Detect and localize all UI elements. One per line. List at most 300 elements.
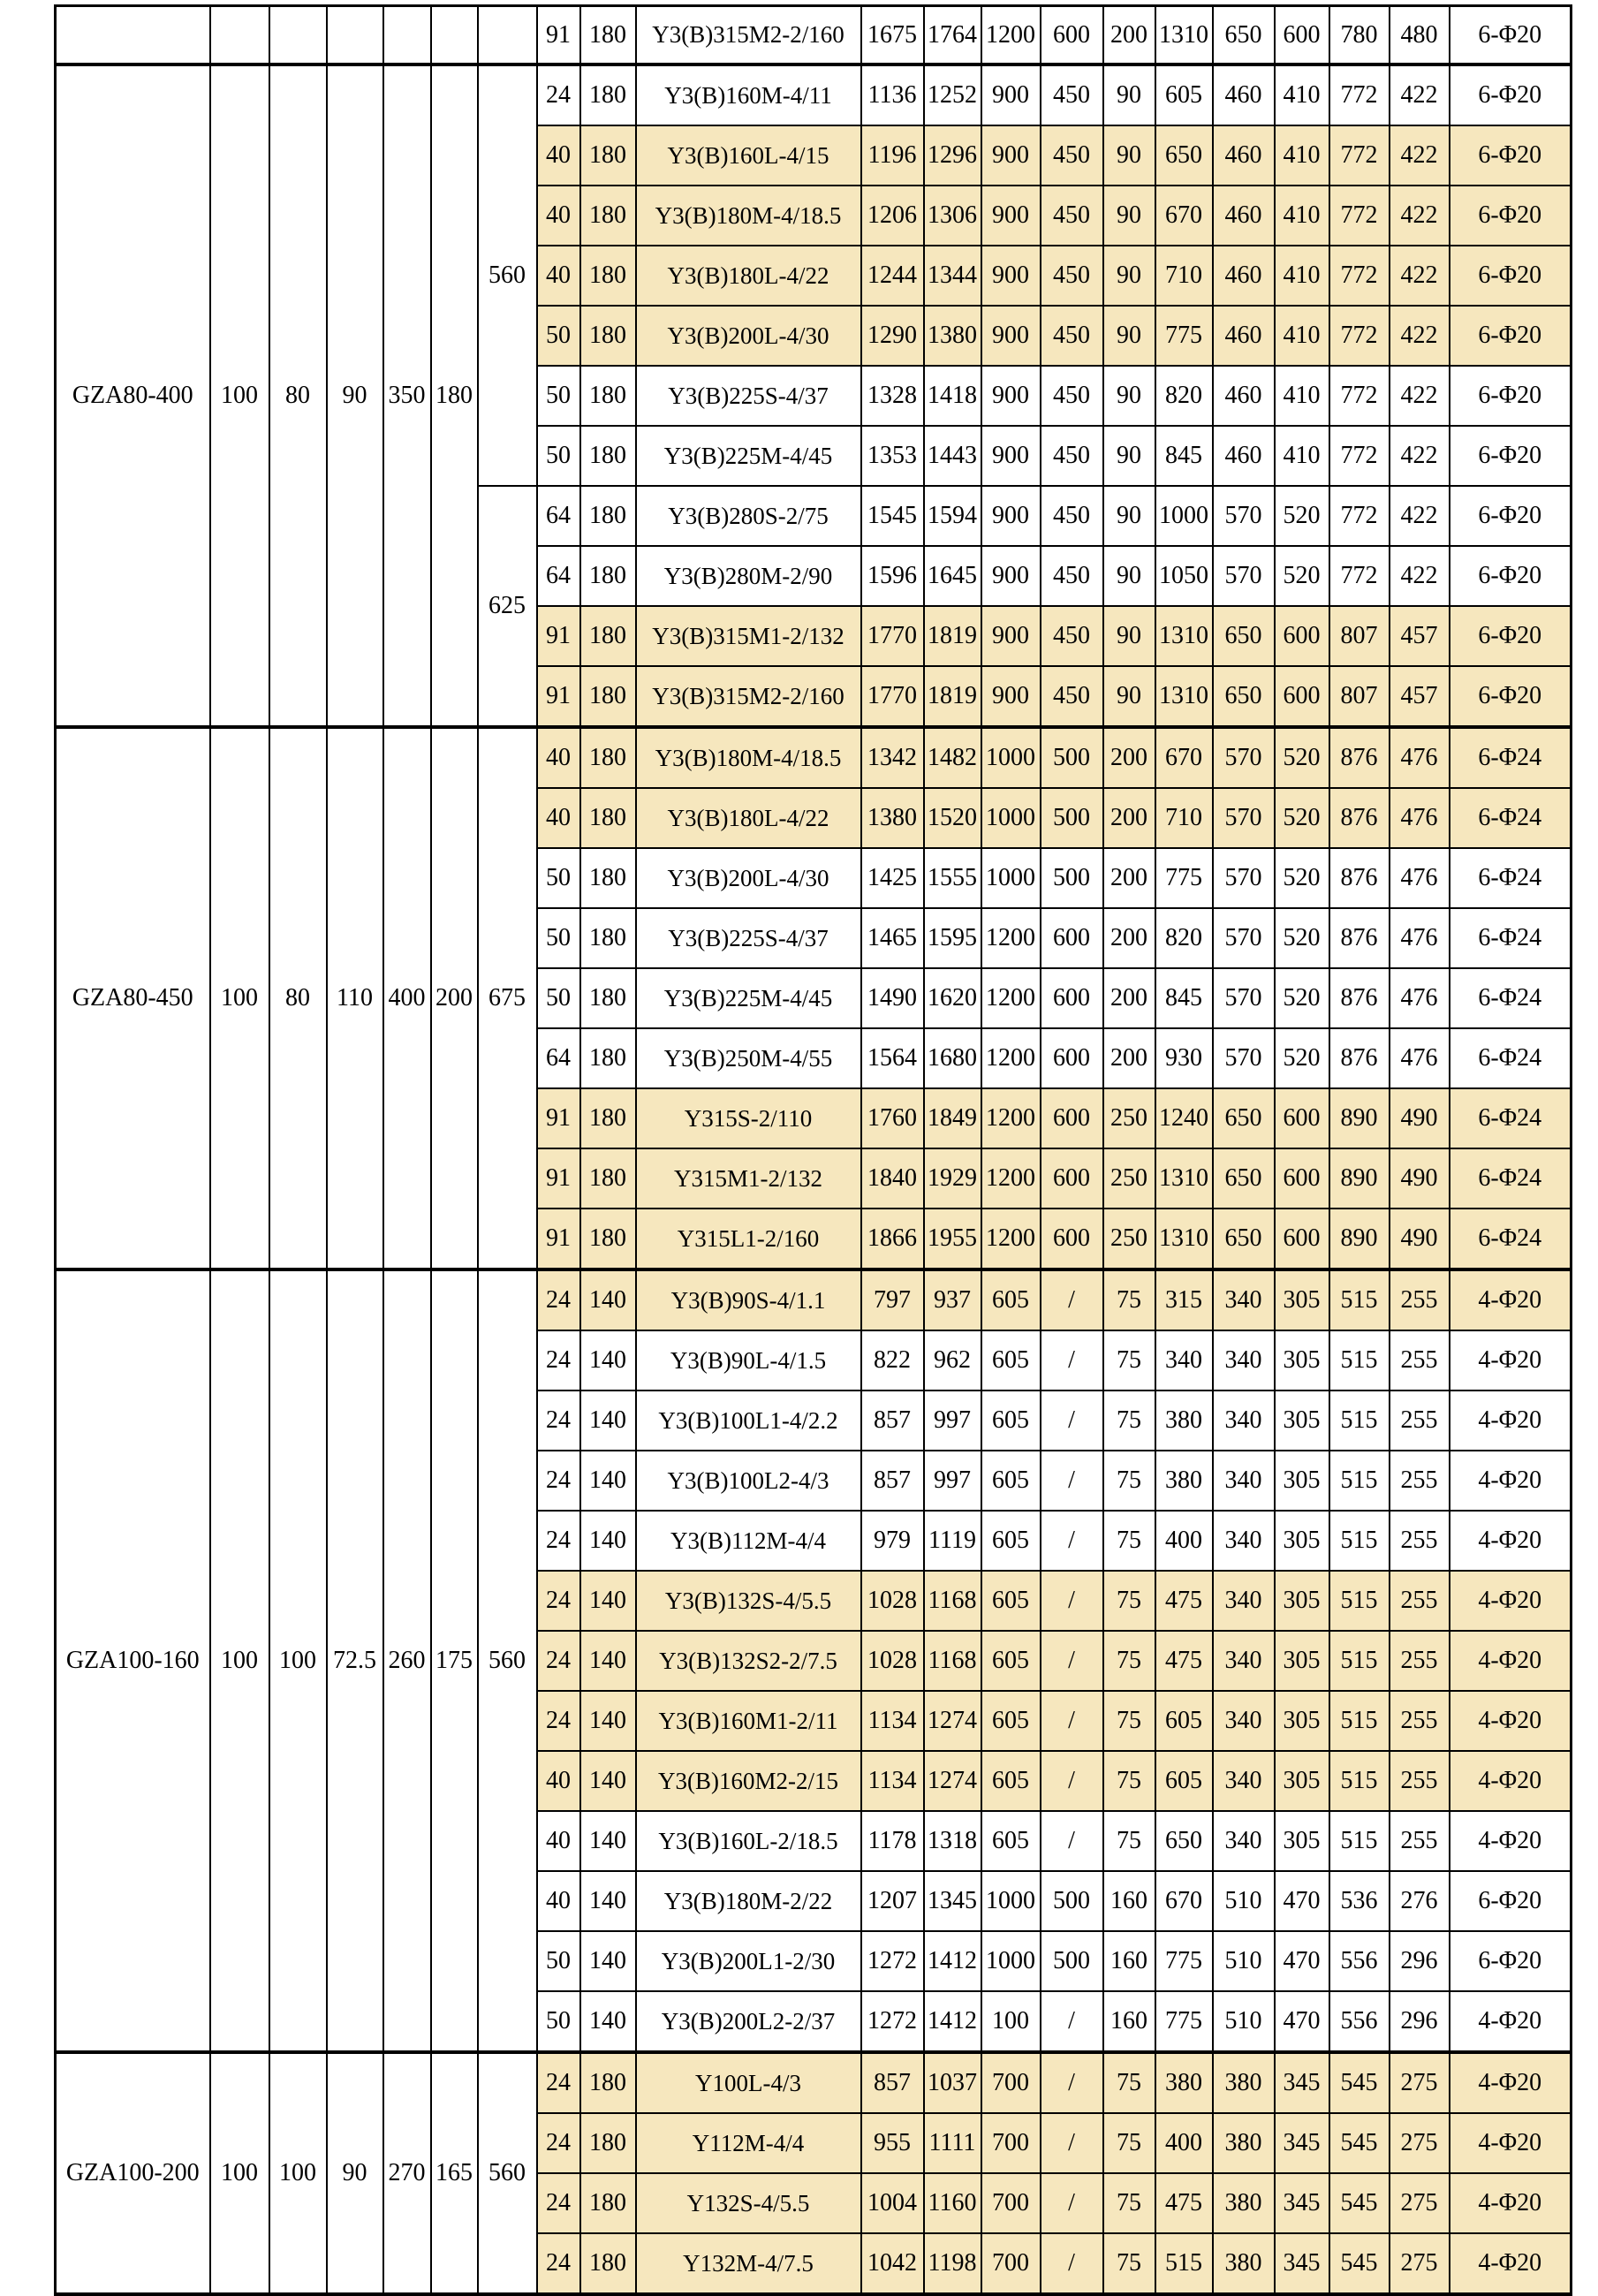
- spec-cell: 24: [537, 64, 580, 125]
- spec-cell: 91: [537, 1088, 580, 1148]
- spec-cell: 6-Φ24: [1450, 968, 1571, 1028]
- spec-cell: 1200: [981, 1209, 1041, 1269]
- spec-cell: 605: [981, 1511, 1041, 1571]
- spec-cell: 180: [580, 968, 636, 1028]
- spec-cell: 857: [861, 2052, 924, 2113]
- motor-model-cell: Y3(B)112M-4/4: [636, 1511, 861, 1571]
- spec-cell: 4-Φ20: [1450, 1571, 1571, 1631]
- spec-cell: 1770: [861, 606, 924, 666]
- spec-cell: 255: [1390, 1571, 1450, 1631]
- spec-cell: 1028: [861, 1571, 924, 1631]
- spec-cell: 605: [981, 1811, 1041, 1871]
- spec-cell: 255: [1390, 1691, 1450, 1751]
- spec-cell: 275: [1390, 2233, 1450, 2294]
- spec-table-body: [56, 6, 1571, 2295]
- spec-cell: 520: [1275, 1028, 1329, 1088]
- motor-model-cell: Y3(B)160L-2/18.5: [636, 1811, 861, 1871]
- spec-cell: 345: [1275, 2233, 1329, 2294]
- spec-cell: 6-Φ20: [1450, 186, 1571, 246]
- spec-cell: 160: [1103, 1991, 1155, 2052]
- spec-cell: 775: [1155, 848, 1213, 908]
- spec-cell: 1160: [924, 2173, 981, 2233]
- spec-cell: 200: [1103, 908, 1155, 968]
- spec-cell: 40: [537, 186, 580, 246]
- spec-cell: 1037: [924, 2052, 981, 2113]
- motor-model-cell: Y3(B)200L2-2/37: [636, 1991, 861, 2052]
- spec-cell: 6-Φ20: [1450, 666, 1571, 727]
- motor-model-cell: Y3(B)180L-4/22: [636, 246, 861, 306]
- model-cell: GZA80-450: [56, 727, 210, 1269]
- model-cell: GZA100-160: [56, 1269, 210, 2052]
- spec-cell: 600: [1041, 908, 1103, 968]
- spec-cell: /: [1041, 1631, 1103, 1691]
- spec-cell: 250: [1103, 1148, 1155, 1209]
- spec-cell: 605: [981, 1330, 1041, 1390]
- spec-cell: 90: [1103, 125, 1155, 186]
- spec-cell: 255: [1390, 1451, 1450, 1511]
- spec-cell: 4-Φ20: [1450, 2052, 1571, 2113]
- spec-cell: 510: [1213, 1931, 1275, 1991]
- spec-cell: 457: [1390, 606, 1450, 666]
- spec-cell: 700: [981, 2233, 1041, 2294]
- spec-cell: 6-Φ20: [1450, 1871, 1571, 1931]
- spec-cell: 1412: [924, 1991, 981, 2052]
- spec-cell: 1000: [981, 1871, 1041, 1931]
- spec-cell: 275: [1390, 2173, 1450, 2233]
- spec-cell: /: [1041, 1571, 1103, 1631]
- spec-cell: 470: [1275, 1871, 1329, 1931]
- spec-cell: 876: [1329, 788, 1390, 848]
- spec-cell: /: [1041, 2233, 1103, 2294]
- motor-model-cell: Y3(B)315M1-2/132: [636, 606, 861, 666]
- spec-cell: 275: [1390, 2113, 1450, 2173]
- model-cell: GZA80-400: [56, 64, 210, 727]
- motor-model-cell: Y3(B)90L-4/1.5: [636, 1330, 861, 1390]
- spec-cell: 305: [1275, 1511, 1329, 1571]
- spec-cell: 605: [1155, 64, 1213, 125]
- motor-model-cell: Y3(B)225M-4/45: [636, 426, 861, 486]
- spec-cell: 1675: [861, 6, 924, 65]
- spec-cell: 605: [1155, 1751, 1213, 1811]
- spec-cell: 422: [1390, 64, 1450, 125]
- spec-cell: 90: [1103, 64, 1155, 125]
- spec-cell: 24: [537, 1631, 580, 1691]
- spec-cell: 515: [1329, 1330, 1390, 1390]
- spec-cell: 6-Φ24: [1450, 908, 1571, 968]
- spec-cell: 90: [1103, 426, 1155, 486]
- spec-cell: 40: [537, 1811, 580, 1871]
- spec-cell: 876: [1329, 848, 1390, 908]
- spec-cell: 6-Φ24: [1450, 1088, 1571, 1148]
- spec-cell: 600: [1275, 666, 1329, 727]
- spec-cell: 4-Φ20: [1450, 1751, 1571, 1811]
- motor-model-cell: Y3(B)160M2-2/15: [636, 1751, 861, 1811]
- spec-cell: 650: [1213, 1209, 1275, 1269]
- spec-cell: 140: [580, 1931, 636, 1991]
- spec-cell: 6-Φ24: [1450, 788, 1571, 848]
- dim-cell: 100: [269, 1269, 327, 2052]
- spec-cell: 900: [981, 64, 1041, 125]
- spec-cell: 140: [580, 1269, 636, 1330]
- spec-cell: 410: [1275, 426, 1329, 486]
- spec-cell: 600: [1275, 1088, 1329, 1148]
- spec-cell: 1272: [861, 1931, 924, 1991]
- spec-cell: 1819: [924, 606, 981, 666]
- spec-cell: 410: [1275, 186, 1329, 246]
- spec-cell: 4-Φ20: [1450, 1631, 1571, 1691]
- spec-cell: 250: [1103, 1088, 1155, 1148]
- motor-model-cell: Y3(B)90S-4/1.1: [636, 1269, 861, 1330]
- spec-cell: 600: [1275, 1148, 1329, 1209]
- spec-cell: 345: [1275, 2173, 1329, 2233]
- spec-cell: 520: [1275, 788, 1329, 848]
- spec-cell: 380: [1213, 2052, 1275, 2113]
- spec-cell: 180: [580, 2233, 636, 2294]
- spec-cell: 536: [1329, 1871, 1390, 1931]
- spec-cell: 4-Φ20: [1450, 2173, 1571, 2233]
- spec-cell: 650: [1213, 1148, 1275, 1209]
- spec-cell: 515: [1155, 2233, 1213, 2294]
- spec-cell: 450: [1041, 246, 1103, 306]
- spec-cell: 180: [580, 306, 636, 366]
- dim-cell: 100: [210, 2052, 269, 2294]
- spec-cell: 305: [1275, 1571, 1329, 1631]
- spec-cell: 545: [1329, 2233, 1390, 2294]
- spec-cell: 450: [1041, 546, 1103, 606]
- spec-cell: 75: [1103, 2173, 1155, 2233]
- spec-cell: 900: [981, 606, 1041, 666]
- spec-cell: 340: [1213, 1691, 1275, 1751]
- spec-cell: 90: [1103, 186, 1155, 246]
- spec-cell: 296: [1390, 1991, 1450, 2052]
- motor-model-cell: Y3(B)180M-2/22: [636, 1871, 861, 1931]
- dim-cell: 200: [431, 727, 478, 1269]
- spec-cell: 1134: [861, 1691, 924, 1751]
- spec-cell: 140: [580, 1871, 636, 1931]
- spec-cell: 1929: [924, 1148, 981, 1209]
- spec-cell: 24: [537, 1571, 580, 1631]
- spec-cell: 24: [537, 1269, 580, 1330]
- spec-cell: 24: [537, 1691, 580, 1751]
- spec-cell: 40: [537, 246, 580, 306]
- spec-cell: 600: [1041, 1209, 1103, 1269]
- spec-cell: 380: [1155, 2052, 1213, 2113]
- spec-cell: 255: [1390, 1511, 1450, 1571]
- spec-cell: 1274: [924, 1691, 981, 1751]
- spec-cell: 460: [1213, 64, 1275, 125]
- spec-cell: 780: [1329, 6, 1390, 65]
- spec-cell: 475: [1155, 1571, 1213, 1631]
- spec-cell: 1595: [924, 908, 981, 968]
- motor-model-cell: Y3(B)180L-4/22: [636, 788, 861, 848]
- spec-cell: 6-Φ20: [1450, 486, 1571, 546]
- spec-cell: 180: [580, 788, 636, 848]
- spec-cell: 275: [1390, 2052, 1450, 2113]
- spec-cell: 515: [1329, 1811, 1390, 1871]
- spec-cell: /: [1041, 1751, 1103, 1811]
- spec-cell: 775: [1155, 306, 1213, 366]
- spec-cell: 1425: [861, 848, 924, 908]
- spec-cell: 515: [1329, 1390, 1390, 1451]
- spec-cell: /: [1041, 1991, 1103, 2052]
- spec-cell: 75: [1103, 1571, 1155, 1631]
- spec-cell: 605: [981, 1571, 1041, 1631]
- spec-cell: 180: [580, 1209, 636, 1269]
- spec-cell: 4-Φ20: [1450, 1451, 1571, 1511]
- spec-cell: 40: [537, 1751, 580, 1811]
- motor-model-cell: Y3(B)200L-4/30: [636, 306, 861, 366]
- dim-cell: 100: [210, 727, 269, 1269]
- spec-cell: 1310: [1155, 1209, 1213, 1269]
- spec-cell: 64: [537, 546, 580, 606]
- spec-cell: 900: [981, 366, 1041, 426]
- spec-cell: 650: [1155, 125, 1213, 186]
- spec-cell: 450: [1041, 606, 1103, 666]
- spec-cell: 410: [1275, 125, 1329, 186]
- motor-model-cell: Y3(B)315M2-2/160: [636, 666, 861, 727]
- spec-cell: 6-Φ20: [1450, 426, 1571, 486]
- spec-cell: 962: [924, 1330, 981, 1390]
- spec-cell: 1342: [861, 727, 924, 788]
- spec-cell: 1465: [861, 908, 924, 968]
- spec-cell: 475: [1155, 2173, 1213, 2233]
- spec-cell: 1310: [1155, 606, 1213, 666]
- spec-cell: 1555: [924, 848, 981, 908]
- speed-cell: 560: [478, 1269, 537, 2052]
- spec-cell: 1178: [861, 1811, 924, 1871]
- spec-cell: 255: [1390, 1269, 1450, 1330]
- spec-cell: 520: [1275, 968, 1329, 1028]
- spec-cell: 4-Φ20: [1450, 2233, 1571, 2294]
- spec-cell: 600: [1041, 1148, 1103, 1209]
- spec-cell: 6-Φ24: [1450, 1028, 1571, 1088]
- spec-cell: 500: [1041, 727, 1103, 788]
- spec-cell: 772: [1329, 64, 1390, 125]
- spec-cell: 200: [1103, 848, 1155, 908]
- spec-cell: 1198: [924, 2233, 981, 2294]
- spec-cell: 450: [1041, 125, 1103, 186]
- spec-cell: 1000: [981, 788, 1041, 848]
- spec-cell: /: [1041, 1451, 1103, 1511]
- spec-cell: 500: [1041, 848, 1103, 908]
- spec-cell: 75: [1103, 2113, 1155, 2173]
- spec-cell: 515: [1329, 1571, 1390, 1631]
- spec-cell: 75: [1103, 1330, 1155, 1390]
- spec-cell: 410: [1275, 306, 1329, 366]
- spec-cell: 797: [861, 1269, 924, 1330]
- spec-cell: 422: [1390, 366, 1450, 426]
- spec-cell: 476: [1390, 788, 1450, 848]
- spec-cell: 500: [1041, 1931, 1103, 1991]
- spec-cell: 710: [1155, 788, 1213, 848]
- spec-cell: 460: [1213, 246, 1275, 306]
- spec-cell: 6-Φ20: [1450, 606, 1571, 666]
- spec-cell: 937: [924, 1269, 981, 1330]
- spec-cell: 1168: [924, 1631, 981, 1691]
- spec-cell: 900: [981, 666, 1041, 727]
- spec-cell: 1564: [861, 1028, 924, 1088]
- spec-cell: 200: [1103, 727, 1155, 788]
- spec-cell: 605: [981, 1751, 1041, 1811]
- spec-cell: 1000: [981, 1931, 1041, 1991]
- spec-cell: 570: [1213, 848, 1275, 908]
- dim-cell: 90: [327, 2052, 383, 2294]
- spec-cell: 772: [1329, 186, 1390, 246]
- spec-cell: 91: [537, 1148, 580, 1209]
- spec-cell: 380: [1155, 1451, 1213, 1511]
- spec-cell: 600: [1041, 6, 1103, 65]
- spec-cell: 772: [1329, 246, 1390, 306]
- spec-cell: 1849: [924, 1088, 981, 1148]
- spec-cell: 90: [1103, 666, 1155, 727]
- spec-cell: 90: [1103, 366, 1155, 426]
- motor-model-cell: Y3(B)132S-4/5.5: [636, 1571, 861, 1631]
- dim-cell: 100: [269, 2052, 327, 2294]
- spec-cell: 91: [537, 6, 580, 65]
- spec-cell: 900: [981, 246, 1041, 306]
- spec-cell: 305: [1275, 1631, 1329, 1691]
- spec-cell: 490: [1390, 1209, 1450, 1269]
- spec-cell: 180: [580, 546, 636, 606]
- spec-cell: 6-Φ20: [1450, 306, 1571, 366]
- spec-cell: 845: [1155, 968, 1213, 1028]
- motor-model-cell: Y3(B)250M-4/55: [636, 1028, 861, 1088]
- spec-cell: 545: [1329, 2113, 1390, 2173]
- spec-cell: 410: [1275, 366, 1329, 426]
- spec-cell: 422: [1390, 426, 1450, 486]
- spec-cell: 75: [1103, 1269, 1155, 1330]
- spec-cell: 305: [1275, 1330, 1329, 1390]
- spec-cell: 605: [1155, 1691, 1213, 1751]
- spec-cell: 520: [1275, 727, 1329, 788]
- spec-cell: 900: [981, 426, 1041, 486]
- spec-cell: 305: [1275, 1269, 1329, 1330]
- spec-cell: 1050: [1155, 546, 1213, 606]
- spec-cell: 180: [580, 727, 636, 788]
- spec-cell: 515: [1329, 1451, 1390, 1511]
- spec-cell: 1620: [924, 968, 981, 1028]
- spec-cell: 1207: [861, 1871, 924, 1931]
- spec-cell: 340: [1213, 1511, 1275, 1571]
- spec-cell: 570: [1213, 486, 1275, 546]
- spec-cell: 422: [1390, 186, 1450, 246]
- motor-model-cell: Y3(B)200L-4/30: [636, 848, 861, 908]
- spec-cell: 1328: [861, 366, 924, 426]
- spec-cell: 605: [981, 1631, 1041, 1691]
- spec-cell: 345: [1275, 2113, 1329, 2173]
- spec-cell: 1345: [924, 1871, 981, 1931]
- spec-cell: 180: [580, 666, 636, 727]
- spec-cell: 24: [537, 2173, 580, 2233]
- spec-cell: 1168: [924, 1571, 981, 1631]
- spec-cell: 650: [1213, 6, 1275, 65]
- spec-cell: 570: [1213, 1028, 1275, 1088]
- spec-cell: 1111: [924, 2113, 981, 2173]
- spec-cell: 772: [1329, 486, 1390, 546]
- spec-cell: 50: [537, 1931, 580, 1991]
- spec-cell: 24: [537, 1451, 580, 1511]
- spec-cell: 422: [1390, 486, 1450, 546]
- spec-cell: 90: [1103, 546, 1155, 606]
- motor-model-cell: Y3(B)280S-2/75: [636, 486, 861, 546]
- spec-cell: 50: [537, 1991, 580, 2052]
- spec-cell: 6-Φ20: [1450, 125, 1571, 186]
- spec-cell: 340: [1213, 1811, 1275, 1871]
- empty-cell: [431, 6, 478, 65]
- spec-cell: 40: [537, 788, 580, 848]
- spec-cell: 180: [580, 125, 636, 186]
- spec-table: [54, 4, 1572, 2296]
- spec-cell: 460: [1213, 125, 1275, 186]
- spec-cell: 75: [1103, 2052, 1155, 2113]
- spec-cell: 75: [1103, 1751, 1155, 1811]
- spec-cell: 450: [1041, 306, 1103, 366]
- spec-cell: 820: [1155, 366, 1213, 426]
- spec-cell: 510: [1213, 1871, 1275, 1931]
- spec-cell: 476: [1390, 968, 1450, 1028]
- spec-cell: 180: [580, 908, 636, 968]
- spec-cell: 255: [1390, 1390, 1450, 1451]
- spec-cell: 570: [1213, 546, 1275, 606]
- spec-cell: 876: [1329, 968, 1390, 1028]
- spec-cell: 857: [861, 1390, 924, 1451]
- spec-cell: 605: [981, 1691, 1041, 1751]
- spec-cell: 1274: [924, 1751, 981, 1811]
- spec-cell: 900: [981, 186, 1041, 246]
- spec-cell: 180: [580, 6, 636, 65]
- spec-cell: 600: [1275, 6, 1329, 65]
- spec-cell: 900: [981, 306, 1041, 366]
- spec-cell: 710: [1155, 246, 1213, 306]
- spec-cell: 475: [1155, 1631, 1213, 1691]
- spec-cell: 772: [1329, 546, 1390, 606]
- spec-cell: 6-Φ20: [1450, 246, 1571, 306]
- spec-cell: 775: [1155, 1931, 1213, 1991]
- spec-cell: 650: [1213, 606, 1275, 666]
- motor-model-cell: Y3(B)225M-4/45: [636, 968, 861, 1028]
- spec-cell: 6-Φ20: [1450, 366, 1571, 426]
- spec-cell: 64: [537, 486, 580, 546]
- spec-cell: 450: [1041, 486, 1103, 546]
- spec-cell: 1764: [924, 6, 981, 65]
- table-row: [56, 64, 1571, 125]
- spec-cell: 1000: [981, 727, 1041, 788]
- spec-cell: /: [1041, 2173, 1103, 2233]
- empty-cell: [210, 6, 269, 65]
- spec-cell: 900: [981, 486, 1041, 546]
- empty-cell: [56, 6, 210, 65]
- spec-cell: 1136: [861, 64, 924, 125]
- spec-cell: 1594: [924, 486, 981, 546]
- spec-cell: 380: [1213, 2233, 1275, 2294]
- spec-cell: /: [1041, 2052, 1103, 2113]
- spec-cell: 75: [1103, 1631, 1155, 1691]
- spec-cell: 807: [1329, 606, 1390, 666]
- motor-model-cell: Y3(B)100L2-4/3: [636, 1451, 861, 1511]
- spec-cell: 140: [580, 1631, 636, 1691]
- spec-cell: 180: [580, 246, 636, 306]
- spec-cell: 140: [580, 1811, 636, 1871]
- spec-cell: 1200: [981, 968, 1041, 1028]
- spec-cell: 600: [1041, 1088, 1103, 1148]
- spec-cell: 91: [537, 666, 580, 727]
- spec-cell: 180: [580, 486, 636, 546]
- table-row: [56, 2052, 1571, 2113]
- spec-cell: 24: [537, 1330, 580, 1390]
- spec-cell: 480: [1390, 6, 1450, 65]
- spec-cell: 1134: [861, 1751, 924, 1811]
- spec-cell: 520: [1275, 546, 1329, 606]
